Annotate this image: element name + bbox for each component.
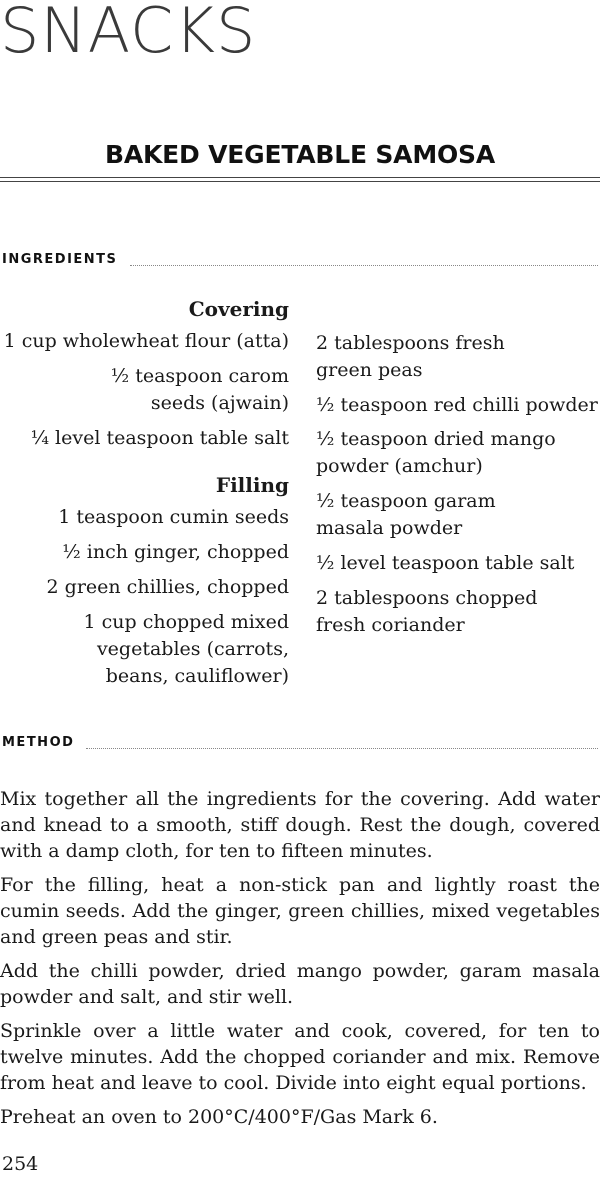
- ingredient-item: ½ teaspoon carom seeds (ajwain): [110, 365, 289, 414]
- title-rule-top: [0, 177, 600, 178]
- ingredient-item: ½ teaspoon dried mango powder (amchur): [316, 428, 556, 477]
- method-step: Sprinkle over a little water and cook, covered, for ten to twelve minutes. Add the chopped coriander and mix. Remove from heat and leave to cool. Divide into eight equal portions.: [0, 1020, 600, 1094]
- ingredient-item: 1 cup chopped mixed vegetables (carrots, beans, cauliflower): [83, 611, 289, 687]
- title-rule-bottom: [0, 181, 600, 182]
- method-step: For the filling, heat a non-stick pan and lightly roast the cumin seeds. Add the ginger, green chillies, mixed vegetables and green peas and stir.: [0, 874, 600, 948]
- ingredient-item: ½ level teaspoon table salt: [316, 552, 575, 574]
- method-label: METHOD: [2, 735, 75, 750]
- ingredients-right-column: [316, 330, 600, 639]
- page-number: 254: [2, 1153, 39, 1175]
- ingredient-item: ½ inch ginger, chopped: [62, 541, 289, 563]
- ingredients-label: INGREDIENTS: [2, 252, 118, 267]
- method-step: Mix together all the ingredients for the covering. Add water and knead to a smooth, stiff dough. Rest the dough, covered with a damp cloth, for ten to fifteen minutes.: [0, 788, 600, 862]
- ingredient-item: ½ teaspoon garam masala powder: [316, 490, 496, 539]
- ingredients-left-column: [0, 296, 289, 690]
- ingredient-item: 2 tablespoons chopped fresh coriander: [316, 587, 538, 636]
- method-step: Preheat an oven to 200°C/400°F/Gas Mark 6.: [0, 1106, 438, 1128]
- ingredient-item: 2 green chillies, chopped: [46, 576, 289, 598]
- recipe-title: BAKED VEGETABLE SAMOSA: [105, 140, 495, 169]
- covering-heading: Covering: [188, 297, 289, 321]
- method-steps: [0, 786, 600, 1138]
- ingredients-label-rule: [130, 265, 598, 266]
- ingredient-item: 1 cup wholewheat flour (atta): [3, 330, 289, 352]
- method-step: Add the chilli powder, dried mango powder, garam masala powder and salt, and stir well.: [0, 960, 600, 1008]
- filling-heading: Filling: [215, 473, 289, 497]
- ingredient-item: 1 teaspoon cumin seeds: [58, 506, 289, 528]
- method-label-rule: [86, 748, 598, 749]
- ingredient-item: ½ teaspoon red chilli powder: [316, 394, 598, 416]
- section-header: SNACKS: [0, 0, 257, 67]
- ingredient-item: 2 tablespoons fresh green peas: [316, 332, 505, 381]
- ingredient-item: ¼ level teaspoon table salt: [30, 427, 289, 449]
